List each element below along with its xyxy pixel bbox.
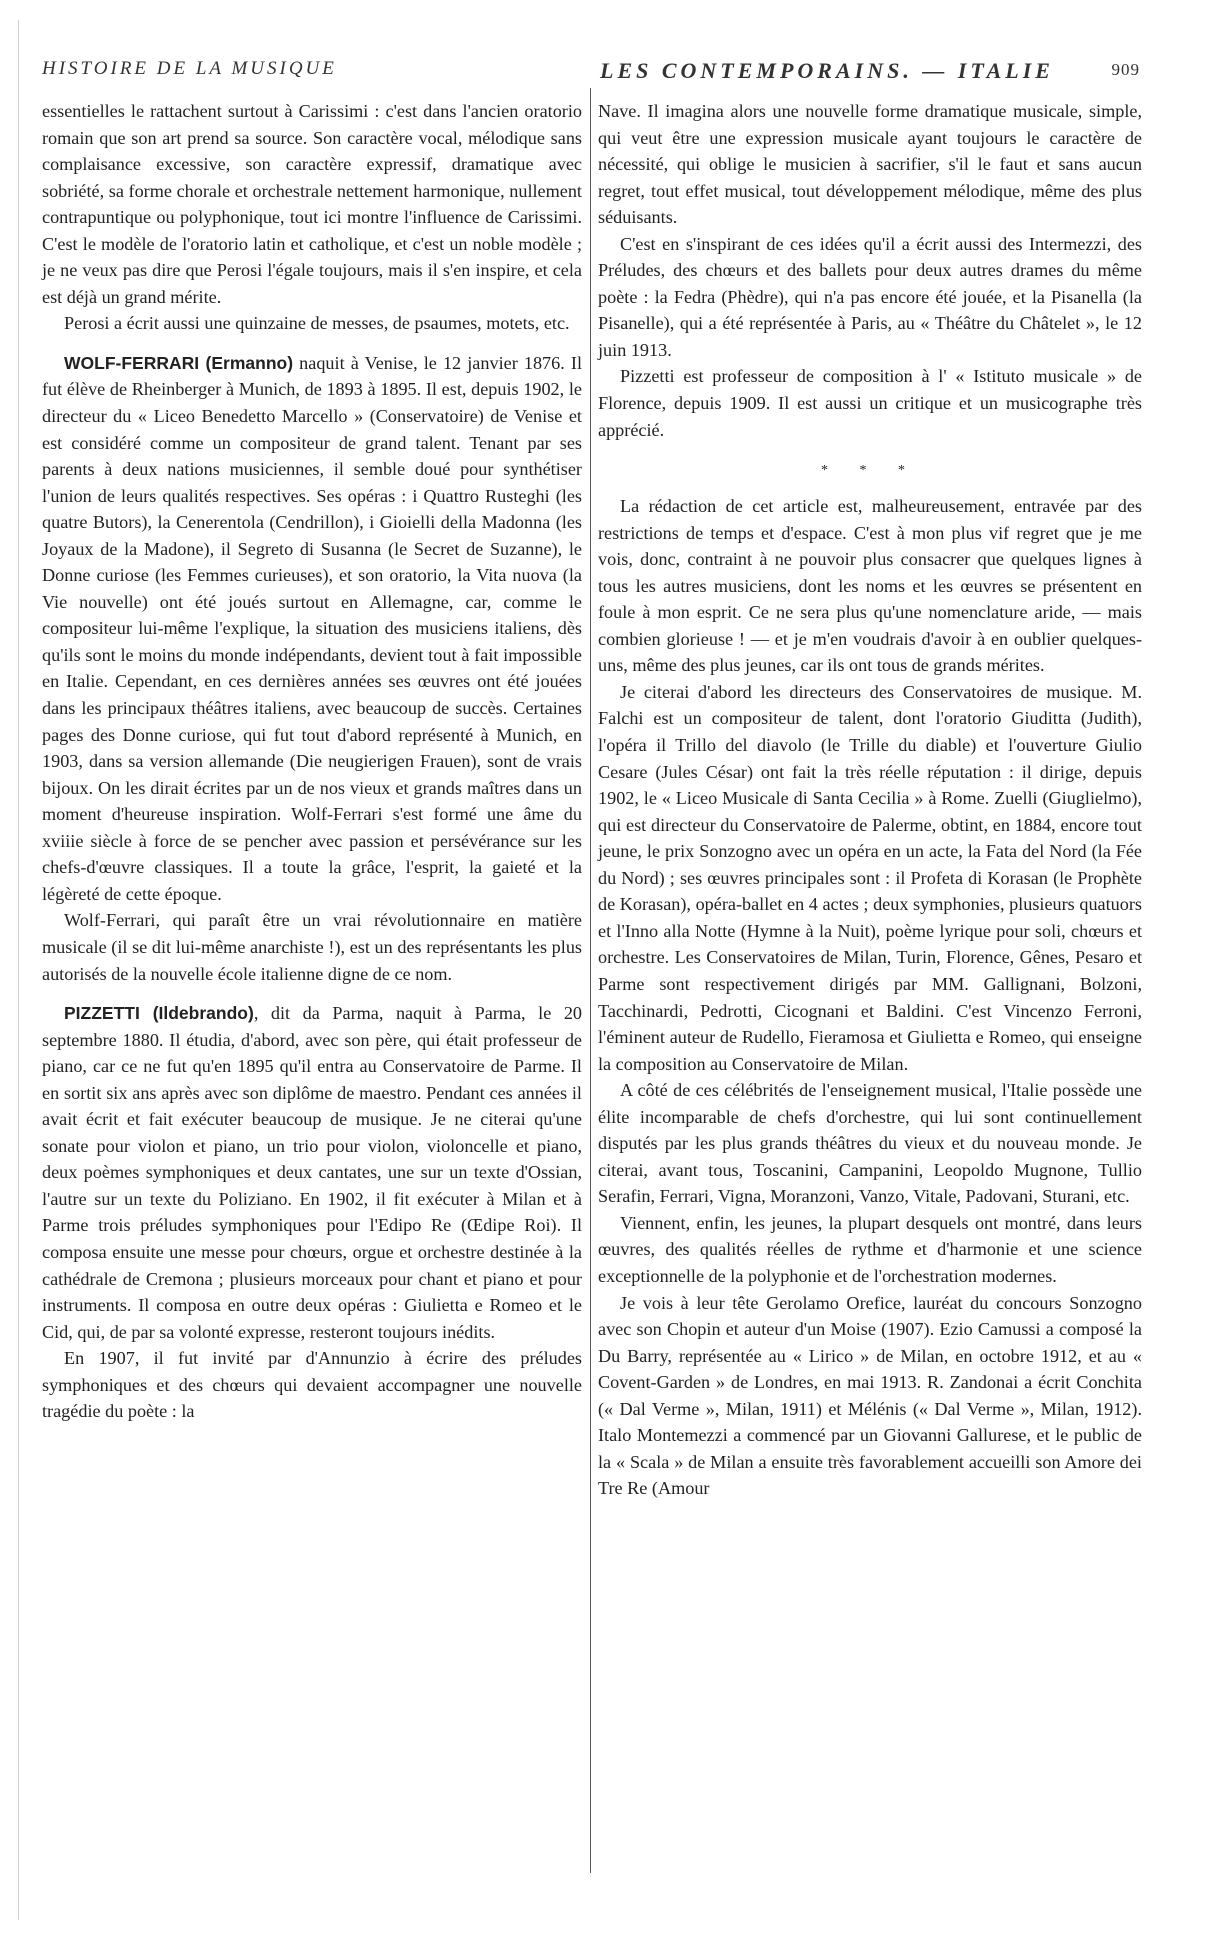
- entry-wolf-ferrari-text: naquit à Venise, le 12 janvier 1876. Il fut élève de Rheinberger à Munich, de 1893 à 1895. Il est, depuis 1902, le directeur du « Liceo Benedetto Marcello » (Conservatoire) de Venise et est considéré comme un compositeur de grand talent. Tenant par ses parents à deux nations musiciennes, il semble doué pour synthétiser l'union de leurs qualités respectives. Ses opéras : i Quattro Rusteghi (les quatre Butors), la Cenerentola (Cendrillon), i Gioielli della Madonna (les Joyaux de la Madone), il Segreto di Susanna (le Secret de Suzanne), le Donne curiose (les Femmes curieuses), et son oratorio, la Vita nuova (la Vie nouvelle) ont été joués surtout en Allemagne, car, comme le compositeur lui-même l'explique, la situation des musiciens italiens, dès qu'ils sont le moins du monde indépendants, devient tout à fait impossible en Italie. Cependant, en ces dernières années ses œuvres ont été jouées dans les principaux théâtres italiens, avec beaucoup de succès. Certaines pages des Donne curiose, qui fut tout d'abord représenté à Munich, en 1903, dans sa version allemande (Die neugierigen Frauen), sont de vrais bijoux. On les dirait écrites par un de nos vieux et grands maîtres dans un moment d'heureuse inspiration. Wolf-Ferrari s'est formé une âme du xviiie siècle à force de se pencher avec passion et persévérance sur les chefs-d'œuvre classiques. Il a toute la grâce, l'esprit, la gaieté et la légèreté de cette époque.: [42, 352, 582, 904]
- paragraph-orefice-montemezzi: Je vois à leur tête Gerolamo Orefice, lauréat du concours Sonzogno avec son Chopin et auteur d'un Moise (1907). Ezio Camussi a composé la Du Barry, représentée au « Lirico » de Milan, en octobre 1912, et au « Covent-Garden » de Londres, en mai 1913. R. Zandonai a écrit Conchita (« Dal Verme », Milan, 1911) et Mélénis (« Dal Verme », Milan, 1912). Italo Montemezzi a commencé par un Giovanni Gallurese, et le public de la « Scala » de Milan a ensuite très favorablement accueilli son Amore dei Tre Re (Amour: [598, 1292, 1142, 1499]
- paragraph-conductors: A côté de ces célébrités de l'enseignement musical, l'Italie possède une élite incomparable de chefs d'orchestre, qui lui sont continuellement disputés par les plus grands théâtres du vieux et du nouveau monde. Je citerai, avant tous, Toscanini, Campanini, Leopoldo Mugnone, Tullio Serafin, Ferrari, Vigna, Moranzoni, Vanzo, Vitale, Padovani, Sturani, etc.: [598, 1080, 1142, 1207]
- paragraph-perosi-works: Perosi a écrit aussi une quinzaine de messes, de psaumes, motets, etc.: [64, 313, 570, 334]
- paragraph-wolf-ferrari-2: Wolf-Ferrari, qui paraît être un vrai révolutionnaire en matière musicale (il se dit lui-même anarchiste !), est un des représentants les plus autorisés de la nouvelle école italienne digne de ce nom.: [42, 910, 582, 984]
- composer-name-pizzetti: PIZZETTI (Ildebrando): [64, 1003, 254, 1024]
- entry-pizzetti: [42, 1000, 582, 1345]
- binding-edge: [18, 20, 19, 1920]
- paragraph-pizzetti-works: C'est en s'inspirant de ces idées qu'il a écrit aussi des Intermezzi, des Préludes, des chœurs et des ballets pour deux autres drames du même poète : la Fedra (Phèdre), qui n'a pas encore été jouée, et la Pisanella (la Pisanelle), qui a été représentée à Paris, au « Théâtre du Châtelet », le 12 juin 1913.: [598, 233, 1142, 360]
- paragraph-young-composers: Viennent, enfin, les jeunes, la plupart desquels ont montré, dans leurs œuvres, des qualités réelles de rythme et d'harmonie et une science exceptionnelle de la polyphonie et de l'orchestration modernes.: [598, 1212, 1142, 1286]
- left-column: [42, 98, 582, 1425]
- page-number: 909: [1111, 60, 1140, 79]
- paragraph-pizzetti-2: En 1907, il fut invité par d'Annunzio à écrire des préludes symphoniques et des chœurs qui devaient accompagner une nouvelle tragédie du poète : la: [42, 1348, 582, 1422]
- entry-pizzetti-text: , dit da Parma, naquit à Parma, le 20 septembre 1880. Il étudia, d'abord, avec son père, qui était professeur de piano, car ce ne fut qu'en 1895 qu'il entra au Conservatoire de Parme. Il en sortit six ans après avec son diplôme de maestro. Pendant ces années il avait écrit et fait exécuter beaucoup de musique. Je ne citerai qu'une sonate pour violon et piano, un trio pour violon, violoncelle et piano, deux poèmes symphoniques et deux cantates, une sur un texte d'Ossian, l'autre sur un texte du Poliziano. En 1902, il fit exécuter à Milan et à Parme trois préludes symphoniques pour l'Edipo Re (Œdipe Roi). Il composa ensuite une messe pour chœurs, orgue et orchestre destinée à la cathédrale de Cremona ; plusieurs morceaux pour chant et piano et pour instruments. Il composa en outre deux opéras : Giulietta e Romeo et le Cid, qui, de par sa volonté expresse, resteront toujours inédits.: [42, 1003, 583, 1342]
- running-head-right: [600, 58, 1140, 88]
- paragraph-pizzetti-professor: Pizzetti est professeur de composition à l' « Istituto musicale » de Florence, depuis 1909. Il est aussi un critique et un musicographe très apprécié.: [598, 366, 1142, 440]
- section-separator-stars: * * *: [821, 463, 919, 479]
- running-head-right-title: LES CONTEMPORAINS. — ITALIE: [600, 58, 1054, 83]
- column-divider: [590, 88, 591, 1873]
- composer-name-wolf-ferrari: WOLF-FERRARI (Ermanno): [64, 352, 294, 373]
- paragraph-perosi-continued: essentielles le rattachent surtout à Carissimi : c'est dans l'ancien oratorio romain que son art prend sa source. Son caractère vocal, mélodique sans complaisance excessive, son caractère expressif, dramatique avec sobriété, sa forme chorale et orchestrale nettement harmonique, nullement contrapuntique ou polyphonique, tout ici montre l'influence de Carissimi. C'est le modèle de l'oratorio latin et catholique, et c'est un noble modèle ; je ne veux pas dire que Perosi l'égale toujours, mais il s'en inspire, et cela est déjà un grand mérite.: [42, 101, 582, 307]
- paragraph-pizzetti-continued: Nave. Il imagina alors une nouvelle forme dramatique musicale, simple, qui veut être une expression musicale ayant toujours le caractère de nécessité, qui oblige le musicien à sacrifier, s'il le faut et sans aucun regret, tout effet musical, tout développement mélodique, même des plus séduisants.: [598, 101, 1142, 228]
- paragraph-conservatoires: Je citerai d'abord les directeurs des Conservatoires de musique. M. Falchi est un compositeur de talent, dont l'oratorio Giuditta (Judith), l'opéra il Trillo del diavolo (le Trille du diable) et l'ouverture Giulio Cesare (Jules César) ont fait la très réelle réputation : il dirige, depuis 1902, le « Liceo Musicale di Santa Cecilia » à Rome. Zuelli (Giuglielmo), qui est directeur du Conservatoire de Palerme, obtint, en 1884, encore tout jeune, le prix Sonzogno avec un opéra en un acte, la Fata del Nord (la Fée du Nord) ; ses œuvres principales sont : il Profeta di Korasan (le Prophète de Korasan), opéra-ballet en 4 actes ; deux symphonies, plusieurs quatuors et l'Inno alla Notte (Hymne à la Nuit), poème lyrique pour soli, chœurs et orchestre. Les Conservatoires de Milan, Turin, Florence, Gênes, Pesaro et Parme sont respectivement dirigés par MM. Gallignani, Bolzoni, Tacchinardi, Pedrotti, Cicognani et Baldini. C'est Vincenzo Ferroni, l'éminent auteur de Rudello, Fieramosa et Giulietta e Romeo, qui enseigne la composition au Conservatoire de Milan.: [598, 681, 1142, 1074]
- right-column: [598, 98, 1142, 1502]
- paragraph-redaction: La rédaction de cet article est, malheureusement, entravée par des restrictions de temps et d'espace. C'est à mon plus vif regret que je me vois, donc, contraint à ne pouvoir plus consacrer que quelques lignes à tous les autres musiciens, dont les noms et les œuvres se présentent en foule à mon esprit. Ce ne sera plus qu'une nomenclature aride, — mais combien glorieuse ! — et je m'en voudrais d'avoir à en oublier quelques-uns, même des plus jeunes, car ils ont tous de grands mérites.: [598, 496, 1142, 676]
- entry-wolf-ferrari: [42, 350, 582, 907]
- running-head-left: HISTOIRE DE LA MUSIQUE: [42, 58, 337, 79]
